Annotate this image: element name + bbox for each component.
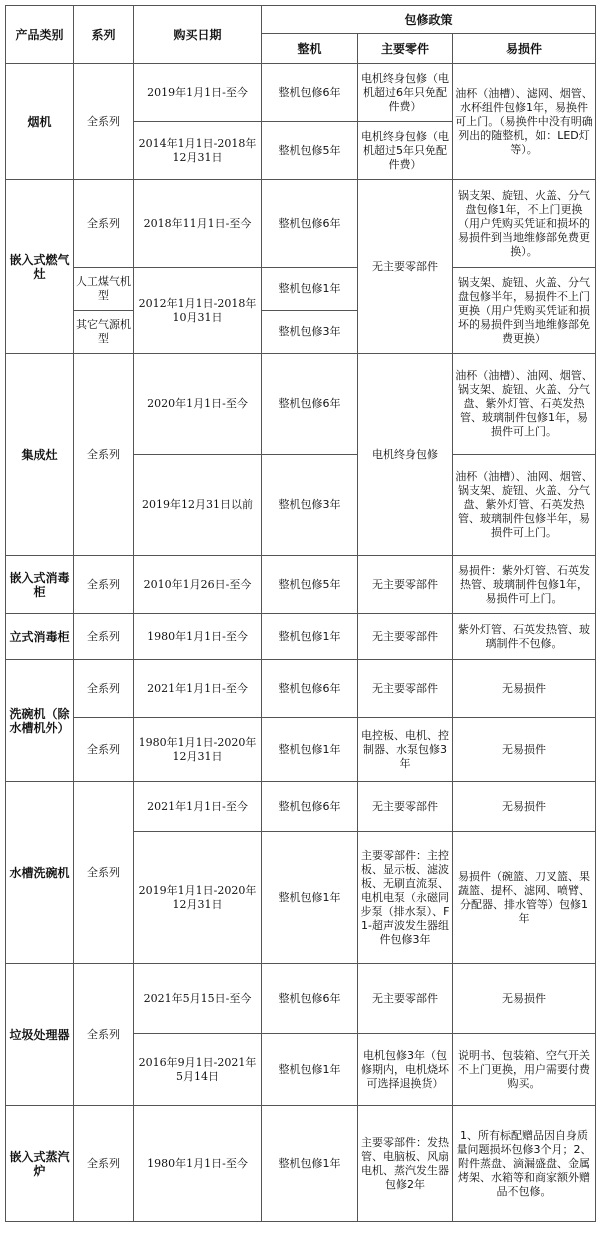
wear-parts-cell: 无易损件 — [453, 964, 596, 1034]
wear-parts-cell: 锅支架、旋钮、火盖、分气盘包修1年，不上门更换（用户凭购买凭证和损坏的易损件到当地维修部免费更换）。 — [453, 180, 596, 268]
date-cell: 2021年1月1日-至今 — [134, 660, 262, 718]
date-cell: 2014年1月1日-2018年12月31日 — [134, 122, 262, 180]
date-cell: 2019年1月1日-至今 — [134, 64, 262, 122]
whole-cell: 整机包修6年 — [262, 660, 358, 718]
main-parts-cell: 电机包修3年（包修期内，电机烧坏可选择退换货） — [358, 1034, 453, 1106]
series-cell: 全系列 — [74, 64, 134, 180]
table-row — [6, 556, 596, 614]
series-cell: 全系列 — [74, 964, 134, 1106]
series-cell: 全系列 — [74, 718, 134, 782]
whole-cell: 整机包修1年 — [262, 268, 358, 311]
series-cell: 全系列 — [74, 180, 134, 268]
table-row — [6, 718, 596, 782]
whole-cell: 整机包修1年 — [262, 1034, 358, 1106]
main-parts-cell: 主要零部件：发热管、电脑板、风扇电机、蒸汽发生器包修2年 — [358, 1106, 453, 1222]
category-cell: 嵌入式蒸汽炉 — [6, 1106, 74, 1222]
table-row — [6, 268, 596, 311]
series-cell: 全系列 — [74, 660, 134, 718]
main-parts-cell: 无主要零部件 — [358, 782, 453, 832]
main-parts-cell: 无主要零部件 — [358, 964, 453, 1034]
category-cell: 洗碗机（除水槽机外） — [6, 660, 74, 782]
table-row — [6, 782, 596, 832]
series-cell: 全系列 — [74, 614, 134, 660]
whole-cell: 整机包修6年 — [262, 354, 358, 455]
main-parts-cell: 电机终身包修 — [358, 354, 453, 556]
date-cell: 2016年9月1日-2021年5月14日 — [134, 1034, 262, 1106]
main-parts-cell: 无主要零部件 — [358, 180, 453, 354]
date-cell: 2019年12月31日以前 — [134, 455, 262, 556]
whole-cell: 整机包修5年 — [262, 556, 358, 614]
header-purchase-date: 购买日期 — [134, 6, 262, 64]
main-parts-cell: 电机终身包修（电机超过6年只免配件费） — [358, 64, 453, 122]
date-cell: 2018年11月1日-至今 — [134, 180, 262, 268]
category-cell: 嵌入式消毒柜 — [6, 556, 74, 614]
date-cell: 1980年1月1日-至今 — [134, 1106, 262, 1222]
series-cell: 全系列 — [74, 1106, 134, 1222]
whole-cell: 整机包修1年 — [262, 614, 358, 660]
whole-cell: 整机包修3年 — [262, 311, 358, 354]
wear-parts-cell: 无易损件 — [453, 718, 596, 782]
series-cell: 全系列 — [74, 556, 134, 614]
main-parts-cell: 无主要零部件 — [358, 556, 453, 614]
main-parts-cell: 电控板、电机、控制器、水泵包修3年 — [358, 718, 453, 782]
whole-cell: 整机包修1年 — [262, 832, 358, 964]
whole-cell: 整机包修3年 — [262, 455, 358, 556]
header-whole: 整机 — [262, 34, 358, 64]
header-series: 系列 — [74, 6, 134, 64]
date-cell: 2019年1月1日-2020年12月31日 — [134, 832, 262, 964]
category-cell: 立式消毒柜 — [6, 614, 74, 660]
warranty-policy-table — [5, 5, 596, 1222]
date-cell: 2021年1月1日-至今 — [134, 782, 262, 832]
whole-cell: 整机包修6年 — [262, 782, 358, 832]
main-parts-cell: 无主要零部件 — [358, 660, 453, 718]
series-cell: 全系列 — [74, 354, 134, 556]
wear-parts-cell: 易损件：紫外灯管、石英发热管、玻璃制件包修1年，易损件可上门。 — [453, 556, 596, 614]
date-cell: 2010年1月26日-至今 — [134, 556, 262, 614]
header-category: 产品类别 — [6, 6, 74, 64]
whole-cell: 整机包修6年 — [262, 180, 358, 268]
wear-parts-cell: 说明书、包装箱、空气开关不上门更换，用户需要付费购买。 — [453, 1034, 596, 1106]
category-cell: 垃圾处理器 — [6, 964, 74, 1106]
wear-parts-cell: 油杯（油槽）、油网、烟管、锅支架、旋钮、火盖、分气盘、紫外灯管、石英发热管、玻璃制件包修1年，易损件可上门。 — [453, 354, 596, 455]
whole-cell: 整机包修1年 — [262, 718, 358, 782]
table-row — [6, 964, 596, 1034]
whole-cell: 整机包修5年 — [262, 122, 358, 180]
table-row — [6, 64, 596, 122]
wear-parts-cell: 1、所有标配赠品因自身质量问题损坏包修3个月；2、附件蒸盘、滴漏盛盘、金属烤架、水箱等和商家额外赠品不包修。 — [453, 1106, 596, 1222]
date-cell: 2020年1月1日-至今 — [134, 354, 262, 455]
main-parts-cell: 主要零部件：主控板、显示板、滤波板、无刷直流泵、电机电泵（永磁同步泵（排水泵）、F1-超声波发生器组件包修3年 — [358, 832, 453, 964]
date-cell: 1980年1月1日-至今 — [134, 614, 262, 660]
date-cell: 2021年5月15日-至今 — [134, 964, 262, 1034]
wear-parts-cell: 易损件（碗篮、刀叉篮、果蔬篮、提杯、滤网、喷臂、分配器、排水管等）包修1年 — [453, 832, 596, 964]
header-wear-parts: 易损件 — [453, 34, 596, 64]
whole-cell: 整机包修1年 — [262, 1106, 358, 1222]
whole-cell: 整机包修6年 — [262, 64, 358, 122]
date-cell: 1980年1月1日-2020年12月31日 — [134, 718, 262, 782]
category-cell: 水槽洗碗机 — [6, 782, 74, 964]
table-row — [6, 354, 596, 455]
series-cell: 人工煤气机型 — [74, 268, 134, 311]
wear-parts-cell: 油杯（油槽）、滤网、烟管、水杯组件包修1年，易换件可上门。（易换件中没有明确列出的随整机，如：LED灯等）。 — [453, 64, 596, 180]
category-cell: 嵌入式燃气灶 — [6, 180, 74, 354]
wear-parts-cell: 紫外灯管、石英发热管、玻璃制件不包修。 — [453, 614, 596, 660]
table-row — [6, 1106, 596, 1222]
wear-parts-cell: 无易损件 — [453, 782, 596, 832]
header-policy: 包修政策 — [262, 6, 596, 34]
wear-parts-cell: 无易损件 — [453, 660, 596, 718]
table-row — [6, 180, 596, 268]
series-cell: 全系列 — [74, 782, 134, 964]
header-main-parts: 主要零件 — [358, 34, 453, 64]
main-parts-cell: 电机终身包修（电机超过5年只免配件费） — [358, 122, 453, 180]
main-parts-cell: 无主要零部件 — [358, 614, 453, 660]
wear-parts-cell: 油杯（油槽）、油网、烟管、锅支架、旋钮、火盖、分气盘、紫外灯管、石英发热管、玻璃制件包修半年，易损件可上门。 — [453, 455, 596, 556]
date-cell: 2012年1月1日-2018年10月31日 — [134, 268, 262, 354]
header-row-1 — [6, 6, 596, 34]
whole-cell: 整机包修6年 — [262, 964, 358, 1034]
series-cell: 其它气源机型 — [74, 311, 134, 354]
wear-parts-cell: 锅支架、旋钮、火盖、分气盘包修半年，易损件不上门更换（用户凭购买凭证和损坏的易损件到当地维修部免费更换） — [453, 268, 596, 354]
table-row — [6, 660, 596, 718]
category-cell: 烟机 — [6, 64, 74, 180]
category-cell: 集成灶 — [6, 354, 74, 556]
table-row — [6, 614, 596, 660]
